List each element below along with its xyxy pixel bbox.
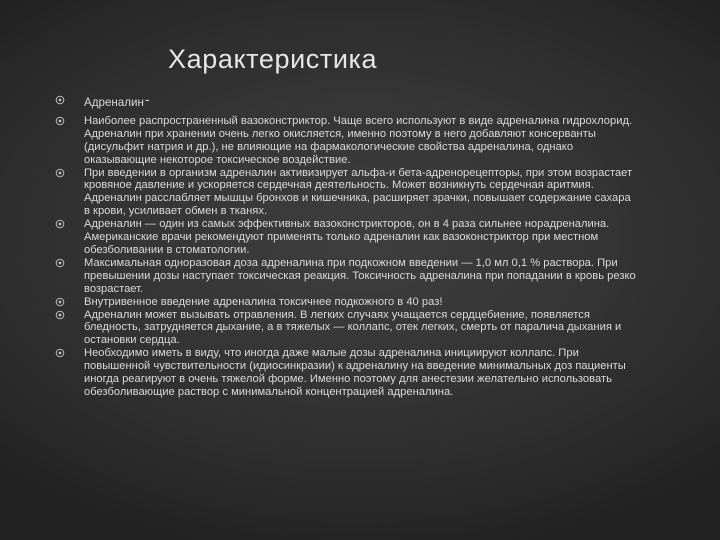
list-item bbox=[0, 309, 720, 348]
list-item-text: При введении в организм адреналин активизирует альфа-и бета-адренорецепторы, при этом возрастает кровяное давление и ускоряется сердечная деятельность. Может возникнуть сердечная аритмия. Адреналин расслабляет мышцы бронхов и кишечника, расширяет зрачки, повышает содержание сахара в крови, усиливает обмен в тканях. bbox=[84, 166, 633, 218]
list-item-text: Адреналин — один из самых эффективных вазоконстрикторов, он в 4 раза сильнее норадреналина. Американские врачи рекомендуют применять только адреналин как вазоконстриктор при местном обезболивании в стоматологии. bbox=[84, 218, 610, 256]
list-item-text: Максимальная одноразовая доза адреналина при подкожном введении — 1,0 мл 0,1 % раствора. При превышении дозы наступает токсическая реакция. Токсичность адреналина при попадании в кровь резко возрастает. bbox=[84, 256, 636, 295]
list-item bbox=[0, 257, 720, 296]
circle-target-icon bbox=[55, 116, 65, 126]
list-item-text: Внутривенное введение адреналина токсичнее подкожного в 40 раз! bbox=[84, 295, 443, 308]
list-item-dash: - bbox=[144, 91, 150, 107]
circle-target-icon bbox=[55, 258, 65, 268]
circle-target-icon bbox=[55, 348, 65, 358]
list-item bbox=[0, 218, 720, 257]
bullet-list bbox=[0, 91, 720, 399]
list-item-text: Наиболее распространенный вазоконстриктор. Чаще всего используют в виде адреналина гидрохлорид. Адреналин при хранении очень легко окисляется, именно поэтому в него добавляют консерванты (дисульфит натрия и др.), не влияющие на фармакологические свойства адреналина, однако оказывающие некоторое токсическое воздействие. bbox=[84, 114, 633, 166]
list-item bbox=[0, 115, 720, 167]
slide-title: Характеристика bbox=[168, 44, 378, 74]
circle-target-icon bbox=[55, 95, 65, 105]
list-item bbox=[0, 296, 720, 309]
list-item bbox=[0, 347, 720, 399]
circle-target-icon bbox=[55, 219, 65, 229]
list-item-text: Адреналин bbox=[84, 96, 144, 109]
circle-target-icon bbox=[55, 297, 65, 307]
list-item bbox=[0, 167, 720, 219]
list-item-text: Необходимо иметь в виду, что иногда даже малые дозы адреналина инициируют коллапс. При повышенной чувствительности (идиосинкразии) к адреналину на введение минимальных доз пациенты иногда реагируют в очень тяжелой форме. Именно поэтому для анестезии желательно использовать обезболивающие раствор с минимальной концентрацией адреналина. bbox=[84, 347, 626, 398]
circle-target-icon bbox=[55, 310, 65, 320]
list-item bbox=[0, 91, 720, 110]
list-item-text: Адреналин может вызывать отравления. В легких случаях учащается сердцебиение, появляется бледность, затрудняется дыхание, а в тяжелых — коллапс, отек легких, смерть от паралича дыхания и остановки сердца. bbox=[84, 308, 622, 347]
circle-target-icon bbox=[55, 168, 65, 178]
